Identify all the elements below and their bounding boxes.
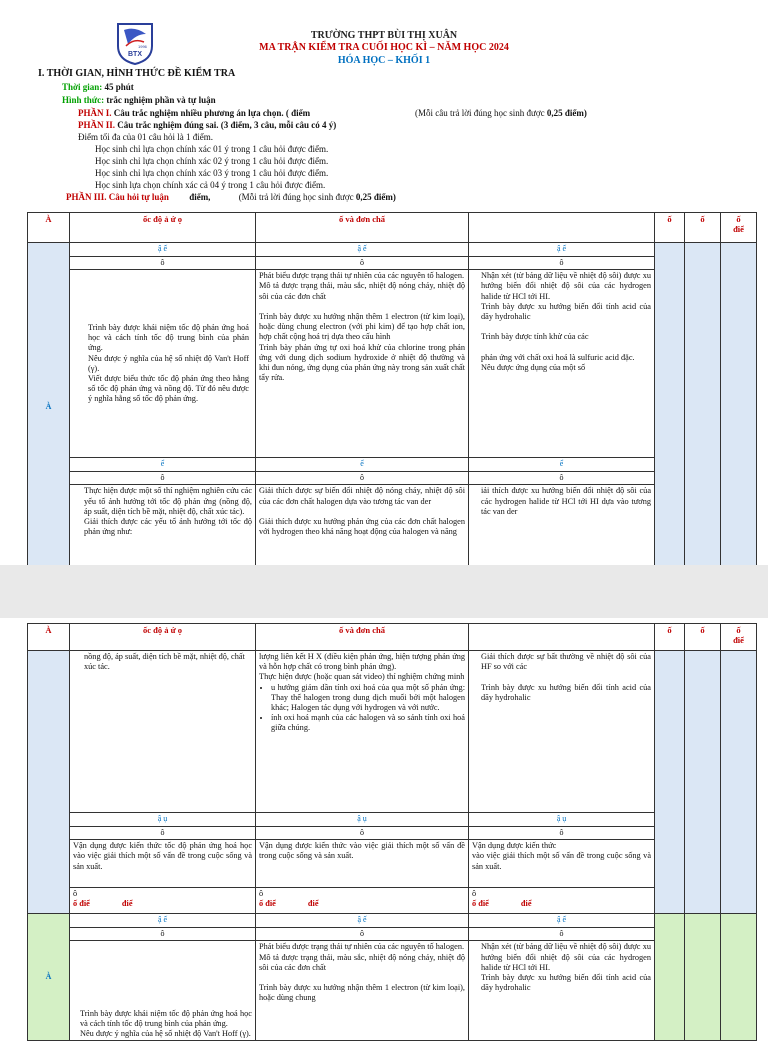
time-label: Thời gian: bbox=[62, 82, 103, 92]
apply-halogen-text: Vận dụng được kiến thức vào việc giải thích một số vấn đề trong cuộc sống và sản xuất. bbox=[256, 840, 469, 888]
col-header-extra bbox=[469, 624, 655, 651]
level-understand: ể bbox=[70, 458, 256, 472]
o-marker: ô bbox=[256, 827, 469, 840]
o-marker: ô bbox=[469, 827, 655, 840]
o-marker: ô bbox=[70, 928, 256, 941]
level-know: ậ ế bbox=[256, 914, 469, 928]
level-know: ậ ế bbox=[70, 914, 256, 928]
form-label: Hình thức: bbox=[62, 95, 105, 105]
col-header-halogen: ố và đơn chấ bbox=[256, 213, 469, 243]
apply-halide-text: Vận dụng được kiến thức vào việc giải thích một số vấn đề trong cuộc sống và sản xuất. bbox=[469, 840, 655, 888]
col-header-count: ố bbox=[655, 624, 685, 651]
page-gap bbox=[0, 565, 768, 618]
form-value: trắc nghiệm phần và tự luận bbox=[106, 95, 216, 105]
school-name: TRƯỜNG THPT BÙI THỊ XUÂN bbox=[310, 30, 458, 41]
apply-rate-text: Vận dụng được kiến thức tốc độ phản ứng hoá học vào việc giải thích một số vấn đề trong cuộc sống và sản xuất. bbox=[70, 840, 256, 888]
o-marker: ô bbox=[70, 257, 256, 270]
matrix-table bbox=[27, 212, 757, 571]
section-heading: I. THỜI GIAN, HÌNH THỨC ĐỀ KIỂM TRA bbox=[38, 68, 236, 79]
level-apply: ậ ụ bbox=[469, 813, 655, 827]
level-apply: ậ ụ bbox=[70, 813, 256, 827]
col-header-topic: À bbox=[28, 213, 70, 243]
o-marker: ô bbox=[70, 472, 256, 485]
col-header-count: ố bbox=[655, 213, 685, 243]
col-header-rate: ốc độ ả ứ ọ bbox=[70, 624, 256, 651]
level-apply: ậ ụ bbox=[256, 813, 469, 827]
points-label: điể bbox=[121, 899, 133, 909]
know2-rate-text: Trình bày được khái niệm tốc độ phản ứng hoá học và cách tính tốc độ trung bình của phản ứng. Nêu được ý nghĩa của hệ số nhiệt độ Van't Hoff (γ). bbox=[70, 941, 256, 1041]
part2-label: PHẦN II. bbox=[78, 120, 116, 130]
col-header-count2: ố bbox=[685, 624, 721, 651]
points-summary bbox=[70, 888, 256, 914]
points-cell bbox=[721, 243, 757, 571]
part2-line: Học sinh lựa chọn chính xác cả 04 ý trong 1 câu hỏi được điểm. bbox=[95, 180, 326, 190]
count-cell bbox=[655, 243, 685, 571]
level-know: ậ ế bbox=[256, 243, 469, 257]
points-cell bbox=[721, 651, 757, 914]
col-header-points-a: ố bbox=[736, 625, 741, 635]
understand-rate-text: Thực hiện được một số thí nghiệm nghiên cứu các yếu tố ảnh hưởng tới tốc độ phản ứng (nồng độ, áp suất, diện tích bề mặt, nhiệt độ, chất xúc tác). Giải thích được các yếu tố ảnh hưởng tới tốc độ phản ứng như: bbox=[70, 485, 256, 571]
o-marker: ô bbox=[256, 928, 469, 941]
points-label: điể bbox=[307, 899, 319, 909]
time-value: 45 phút bbox=[104, 82, 134, 92]
count-cell bbox=[685, 243, 721, 571]
logo-year: 1996 bbox=[138, 44, 147, 49]
col-header-halogen: ố và đơn chấ bbox=[256, 624, 469, 651]
understand-halogen-text-cont bbox=[256, 651, 469, 813]
count-cell bbox=[655, 914, 685, 1041]
count-cell bbox=[685, 651, 721, 914]
know-halide-text: Nhận xét (từ bảng dữ liệu về nhiệt độ sôi) được xu hướng biến đổi nhiệt độ sôi của các hydrogen halide từ HCl tới HI. Trình bày được xu hướng biến đổi tính acid của dãy hydrohalic Trình bày được tính khử của các phản ứng với chất oxi hoá là sulfuric acid đặc. Nêu được ứng dụng của một số bbox=[469, 270, 655, 458]
part2-line: Học sinh chỉ lựa chọn chính xác 02 ý trong 1 câu hỏi được điểm. bbox=[95, 156, 329, 166]
logo-text: BTX bbox=[128, 51, 142, 58]
understand-halide-text: iải thích được xu hướng biến đổi nhiệt độ sôi của các hydrogen halide từ HCl tới HI dựa vào tương tác van der bbox=[469, 485, 655, 571]
o-marker: ô bbox=[469, 257, 655, 270]
points-label: điể bbox=[520, 899, 532, 909]
col-header-points-b: điể bbox=[733, 635, 744, 646]
row-label: À bbox=[28, 914, 70, 1041]
count-cell bbox=[655, 651, 685, 914]
understand-halogen-text: Giải thích được sự biến đổi nhiệt độ nóng chảy, nhiệt độ sôi của các đơn chất halogen dựa vào tương tác van der Giải thích được xu hướng phản ứng của các đơn chất halogen với hydrogen theo khả năng hoạt động của halogen và năng bbox=[256, 485, 469, 571]
experiment-text: lượng liên kết H X (điều kiện phản ứng, hiện tượng phản ứng và hỗn hợp chất có trong bình phản ứng). Thực hiện được (hoặc quan sát video) thí nghiệm chứng minh bbox=[259, 652, 465, 682]
level-know: ậ ế bbox=[70, 243, 256, 257]
points-summary bbox=[469, 888, 655, 914]
o-marker: ô bbox=[472, 889, 477, 899]
level-know: ậ ế bbox=[469, 243, 655, 257]
know-rate-text: Trình bày được khái niệm tốc độ phản ứng hoá học và cách tính tốc độ trung bình của phản ứng. Nêu được ý nghĩa của hệ số nhiệt độ Van't Hoff (γ). Viết được biểu thức tốc độ phản ứng theo hằng số tốc độ phản ứng và nồng độ. Từ đó nêu được ý nghĩa hằng số tốc độ phản ứng. bbox=[70, 270, 256, 458]
level-understand: ể bbox=[469, 458, 655, 472]
o-marker: ô bbox=[259, 889, 264, 899]
col-header-points bbox=[721, 213, 757, 243]
row-label: À bbox=[28, 243, 70, 571]
part1-label: PHẦN I. bbox=[78, 108, 112, 118]
col-header-points-a: ố bbox=[736, 214, 741, 224]
level-know: ậ ế bbox=[469, 914, 655, 928]
part3-text: điểm, bbox=[189, 192, 211, 202]
col-header-extra bbox=[469, 213, 655, 243]
part1-note: (Mỗi câu trả lời đúng học sinh được bbox=[415, 108, 545, 118]
bullet-item: • u hướng giảm dần tính oxi hoá của qua một số phản ứng: Thay thế halogen trong dung dịch muối bởi một halogen khác; Halogen tác dụng với hydrogen và với nước. bbox=[271, 683, 465, 714]
points-label: ố điể bbox=[73, 899, 90, 909]
document-page-2 bbox=[0, 618, 768, 1039]
points-cell bbox=[721, 914, 757, 1041]
part2-text: Câu trắc nghiệm đúng sai. (3 điểm, 3 câu, mỗi câu có 4 ý) bbox=[117, 120, 337, 130]
count-cell bbox=[685, 914, 721, 1041]
understand-halide-text-cont: Giải thích được sự bất thường về nhiệt độ sôi của HF so với các Trình bày được xu hướng biến đổi tính acid của dãy hydrohalic bbox=[469, 651, 655, 813]
bullet-item: • ính oxi hoá mạnh của các halogen và so sánh tính oxi hoá giữa chúng. bbox=[271, 713, 465, 733]
col-header-rate: ốc độ ả ứ ọ bbox=[70, 213, 256, 243]
know2-halide-text: Nhận xét (từ bảng dữ liệu về nhiệt độ sôi) được xu hướng biến đổi nhiệt độ sôi của các hydrogen halide từ HCl tới HI. Trình bày được xu hướng biến đổi tính acid của dãy hydrohalic bbox=[469, 941, 655, 1041]
col-header-topic: À bbox=[28, 624, 70, 651]
o-marker: ô bbox=[469, 928, 655, 941]
points-summary bbox=[256, 888, 469, 914]
row-label-cell bbox=[28, 651, 70, 914]
part2-line: Học sinh chỉ lựa chọn chính xác 01 ý trong 1 câu hỏi được điểm. bbox=[95, 144, 329, 154]
matrix-table-continued bbox=[27, 623, 757, 1041]
points-label: ố điể bbox=[259, 899, 276, 909]
points-label: ố điể bbox=[472, 899, 489, 909]
part3-note: (Mỗi trả lời đúng học sinh được bbox=[238, 192, 354, 202]
part2-line: Học sinh chỉ lựa chọn chính xác 03 ý trong 1 câu hỏi được điểm. bbox=[95, 168, 329, 178]
document-subtitle: HÓA HỌC – KHỐI 1 bbox=[337, 55, 431, 66]
part1-points: 0,25 điểm) bbox=[546, 108, 587, 118]
o-marker: ô bbox=[73, 889, 78, 899]
part3-label: PHẦN III. Câu hỏi tự luận bbox=[66, 192, 169, 202]
o-marker: ô bbox=[256, 472, 469, 485]
know2-halogen-text: Phát biểu được trạng thái tự nhiên của các nguyên tố halogen. Mô tả được trạng thái, màu sắc, nhiệt độ nóng chảy, nhiệt độ sôi của các đơn chất Trình bày được xu hướng nhận thêm 1 electron (từ kim loại), hoặc dùng chung bbox=[256, 941, 469, 1041]
part1-text: Câu trắc nghiệm nhiều phương án lựa chọn. ( điểm bbox=[113, 108, 311, 118]
o-marker: ô bbox=[256, 257, 469, 270]
document-title: MA TRẬN KIỂM TRA CUỐI HỌC KÌ – NĂM HỌC 2024 bbox=[259, 42, 509, 53]
part3-points: 0,25 điểm) bbox=[355, 192, 396, 202]
col-header-points-b: điể bbox=[733, 224, 744, 235]
part2-line: Điểm tối đa của 01 câu hỏi là 1 điểm. bbox=[78, 132, 213, 142]
understand-rate-text-cont: nồng độ, áp suất, diện tích bề mặt, nhiệt độ, chất xúc tác. bbox=[70, 651, 256, 813]
o-marker: ô bbox=[70, 827, 256, 840]
col-header-points bbox=[721, 624, 757, 651]
know-halogen-text: Phát biểu được trạng thái tự nhiên của các nguyên tố halogen. Mô tả được trạng thái, màu sắc, nhiệt độ nóng chảy, nhiệt độ sôi của các đơn chất Trình bày được xu hướng nhận thêm 1 electron (từ kim loại), hoặc dùng chung electron (với phi kim) để tạo hợp chất ion, hợp chất cộng hoá trị dựa theo cấu hình Trình bày phản ứng tự oxi hoá khử của chlorine trong phản ứng với dung dịch sodium hydroxide ở nhiệt độ thường và khi đun nóng, ứng dụng của phản ứng này trong sản xuất chất tẩy rửa. bbox=[256, 270, 469, 458]
col-header-count2: ố bbox=[685, 213, 721, 243]
o-marker: ô bbox=[469, 472, 655, 485]
level-understand: ể bbox=[256, 458, 469, 472]
